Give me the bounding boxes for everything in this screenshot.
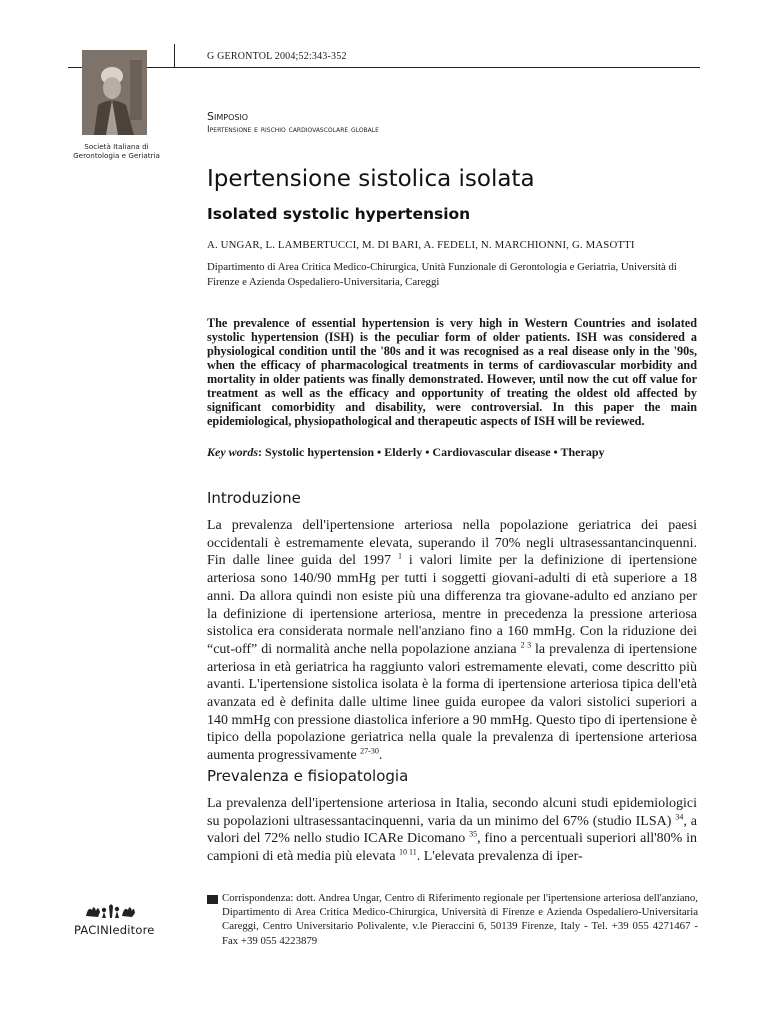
section-label: Simposio bbox=[207, 110, 249, 123]
article-title: Ipertensione sistolica isolata bbox=[207, 166, 535, 192]
paragraph-prevalenza bbox=[207, 795, 697, 866]
square-bullet-icon bbox=[207, 895, 218, 904]
reference-marker: 10 11 bbox=[399, 847, 417, 857]
correspondence-note: Corrispondenza: dott. Andrea Ungar, Centro di Riferimento regionale per l'ipertensione arteriosa dell'anziano, Dipartimento di Area Critica Medico-Chirurgica, Università di Firenze e Azienda Ospedaliero-Universitaria Careggi, Centro Universitario Polivalente, v.le Pieraccini 6, 50139 Firenze, Italy - Tel. +39 055 4271467 - Fax +39 055 4223879 bbox=[222, 892, 698, 947]
pacini-logo-icon bbox=[84, 902, 136, 920]
journal-reference: G GERONTOL 2004;52:343-352 bbox=[207, 51, 347, 62]
text-run: la prevalenza di ipertensione arteriosa in età geriatrica ha raggiunto valori estremamente elevati, come descritto più avanti. L'ipertensione sistolica isolata è la forma di ipertensione arteriosa tipica dell'età avanzata ed è definita dalle ultime linee guida europee da valori sistolici superiori a 140 mmHg con pressione diastolica inferiore a 90 mmHg. Questo tipo di ipertensione è tipico della popolazione geriatrica nella quale la prevalenza di ipertensione arteriosa aumenta progressivamente bbox=[207, 641, 697, 764]
section-heading-prevalenza: Prevalenza e fisiopatologia bbox=[207, 767, 409, 785]
text-run: La prevalenza dell'ipertensione arteriosa nella popolazione geriatrica dei paesi occidentali è estremamente elevata, superando il 70% negli ultrasessantancinquenni. Fin dalle linee guida del 1997 bbox=[207, 518, 697, 569]
header-horizontal-rule bbox=[68, 67, 700, 68]
text-run: . bbox=[378, 748, 383, 764]
society-name: Società Italiana di Gerontologia e Geriatria bbox=[73, 142, 160, 160]
paragraph-introduzione bbox=[207, 517, 697, 765]
society-portrait-icon bbox=[82, 50, 147, 135]
section-heading-introduzione: Introduzione bbox=[207, 489, 301, 507]
reference-marker: 35 bbox=[469, 829, 478, 839]
keywords-list: : Systolic hypertension • Elderly • Cardiovascular disease • Therapy bbox=[258, 445, 605, 459]
abstract: The prevalence of essential hypertension is very high in Western Countries and isolated systolic hypertension (ISH) is the peculiar form of older patients. ISH was considered a physiological condition until the '80s and it was recognised as a real disease only in the '90s, when the efficacy of pharmacological treatments in terms of cardiovascular morbidity and mortality in older patients was finally demonstrated. However, until now the cut off value for treatment as well as the efficacy and opportunity of treating the oldest old affected by significant comorbidity and disability, were controversial. In this paper the main epidemiological, physiopathological and therapeutic aspects of ISH will be reviewed. bbox=[207, 316, 697, 428]
text-run: , a valori del 72% nello studio ICARe Dicomano bbox=[207, 813, 698, 847]
article-subtitle: Isolated systolic hypertension bbox=[207, 205, 471, 223]
reference-marker: 1 bbox=[397, 551, 402, 561]
reference-marker: 2 3 bbox=[520, 640, 532, 650]
subsection-label: Ipertensione e rischio cardiovascolare globale bbox=[207, 125, 379, 135]
keywords-label: Key words bbox=[207, 445, 258, 459]
publisher-name: PACINIeditore bbox=[74, 923, 155, 937]
keywords bbox=[207, 445, 697, 460]
text-run: i valori limite per la definizione di ipertensione arteriosa sono 140/90 mmHg per tutti i soggetti giovani-adulti di età superiore a 18 anni. Da allora quindi non esiste più una differenza tra giovane-adulto ed anziano per la definizione di ipertensione arteriosa, mentre in precedenza la pressione arteriosa sistolica era considerata normale nell'anziano fino a 160 mmHg. Con la riduzione dei “cut-off” di normalità anche nella popolazione anziana bbox=[207, 553, 698, 657]
text-run: . L'elevata prevalenza di iper- bbox=[416, 849, 583, 865]
affiliation: Dipartimento di Area Critica Medico-Chirurgica, Unità Funzionale di Gerontologia e Geriatria, Università di Firenze e Azienda Ospedaliero-Universitaria, Careggi bbox=[207, 261, 677, 288]
header-vertical-rule bbox=[174, 44, 175, 68]
text-run: , fino a percentuali superiori all'80% in campioni di età media più elevata bbox=[207, 831, 697, 865]
text-run: La prevalenza dell'ipertensione arteriosa in Italia, secondo alcuni studi epidemiologici su popolazioni ultrasessantacinquenni, varia da un minimo del 67% (studio ILSA) bbox=[207, 796, 697, 829]
reference-marker: 34 bbox=[675, 812, 684, 822]
author-list: A. UNGAR, L. LAMBERTUCCI, M. DI BARI, A. FEDELI, N. MARCHIONNI, G. MASOTTI bbox=[207, 239, 635, 251]
reference-marker: 27-30 bbox=[360, 746, 379, 756]
